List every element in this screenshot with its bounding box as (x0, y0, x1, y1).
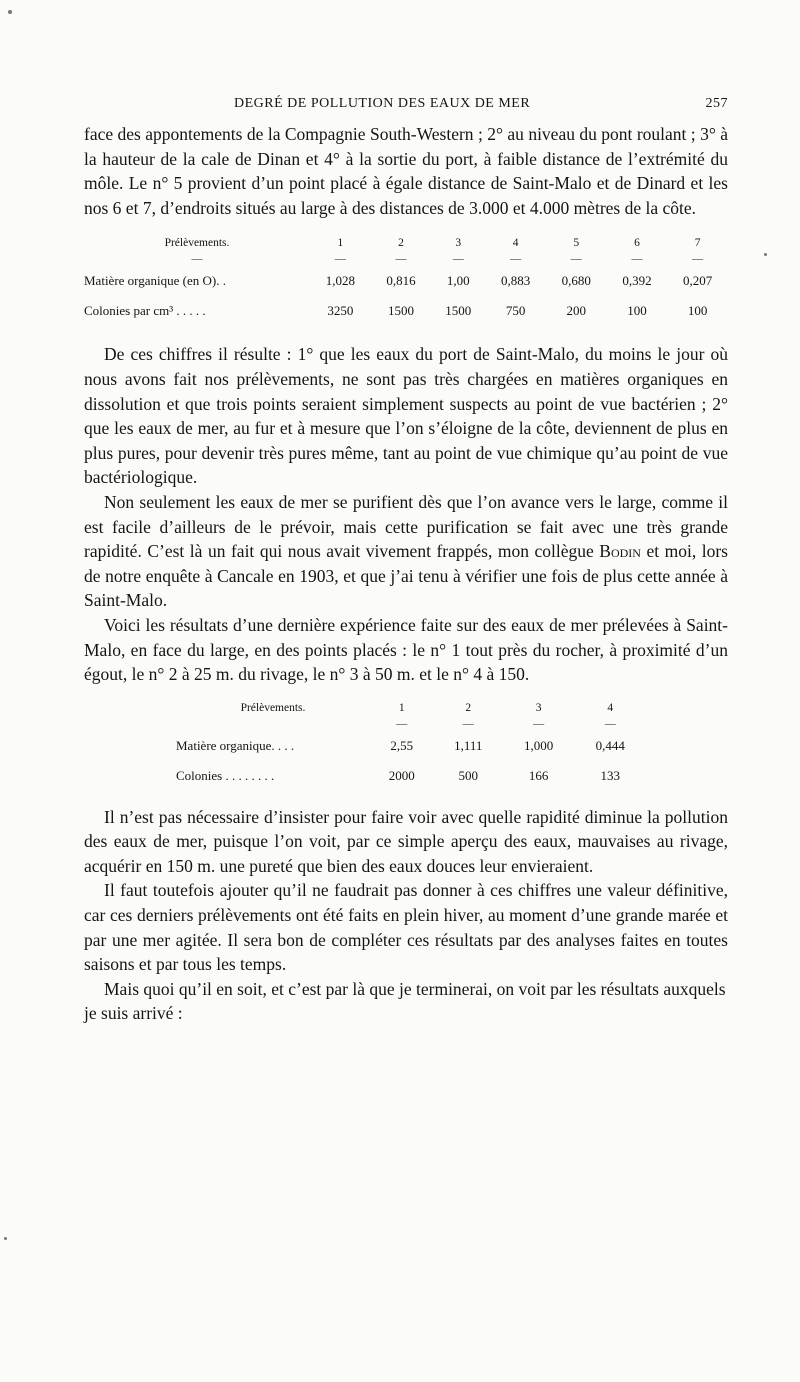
table-1-dash-row (84, 252, 728, 266)
table-1-col-4: 4 (512, 237, 519, 250)
table-cell: 0,207 (683, 273, 713, 289)
table-2-row-label: Colonies . . . . . . . . (176, 767, 275, 783)
table-1-dash: — (191, 253, 203, 266)
scan-speck (8, 10, 12, 14)
table-2-dash-row (176, 717, 646, 731)
table-2-dash-spacer (176, 717, 370, 731)
table-1-header-row (84, 234, 728, 252)
table-1-col-5: 5 (573, 237, 580, 250)
table-2-dash: — (462, 717, 474, 730)
table-2-dash: — (533, 717, 545, 730)
table-1-col-6: 6 (634, 237, 640, 250)
paragraph-7: Mais quoi qu’il en soit, et c’est par là que je terminerai, on voit par les résultats auxquels je suis arrivé : (84, 978, 726, 1024)
table-cell: 0,816 (386, 273, 416, 289)
table-1 (84, 234, 728, 326)
paragraph-3-text-a: Non seulement les eaux de mer se purifient dès que l’on avance vers le large, comme il est facile d’ailleurs de le prévoir, mais cette purification se fait avec une très grande rapidité. C’est là un fait qui nous avait vivement frappés, mon collègue (84, 491, 728, 562)
table-row (84, 296, 728, 326)
page-body (84, 96, 728, 1026)
paragraph-4: Voici les résultats d’une dernière expérience faite sur des eaux de mer prélevées à Saint-Malo, en face du large, en des points placés : le n° 1 tout près du rocher, à proximité d’un égout, le n° 2 à 25 m. du rivage, le n° 3 à 50 m. et le n° 4 à 150. (84, 614, 728, 685)
table-2-dash: — (396, 717, 408, 730)
author-name: Bodin (599, 541, 641, 562)
table-1-row-label: Matière organique (en O). . (84, 273, 226, 289)
table-cell: 1,111 (454, 737, 483, 753)
table-1-dash: — (510, 253, 522, 266)
table-2-header-row (176, 699, 646, 717)
table-cell: 500 (458, 767, 478, 783)
table-cell: 100 (687, 303, 708, 319)
page-number: 257 (705, 96, 728, 111)
paragraph-3 (84, 490, 728, 613)
table-1-col-1: 1 (337, 237, 344, 250)
table-2-row-label: Matière organique. . . . (176, 737, 295, 753)
table-2-dash: — (604, 717, 616, 730)
paragraph-2: De ces chiffres il résulte : 1° que les eaux du port de Saint-Malo, du moins le jour où nous avons fait nos prélèvements, ne sont pas très chargées en matières organiques en dissolution et que trois points seraient simplement suspects au point de vue bactérien ; 2° que les eaux de mer, au fur et à mesure que l’on s’éloigne de la côte, deviennent de plus en plus pures, pour devenir très pures même, tant au point de vue chimique qu’au point de vue bactériologique. (84, 344, 728, 488)
scan-speck (764, 253, 767, 256)
table-1-col-2: 2 (398, 237, 404, 250)
paragraph-1: face des appontements de la Compagnie South-Western ; 2° au niveau du pont roulant ; 3° à la hauteur de la cale de Dinan et 4° à la sortie du port, à faible distance de l’extrémité du môle. Le n° 5 provient d’un point placé à égale distance de Saint-Malo et de Dinard et les nos 6 et 7, d’endroits situés au large à des distances de 3.000 et 4.000 mètres de la côte. (84, 124, 728, 218)
paragraph-3-text-b: et moi, lors de notre enquête à Cancale en 1903, et que j’ai tenu à vérifier une fois de plus cette année à Saint-Malo. (84, 541, 728, 611)
table-cell: 0,680 (561, 273, 591, 289)
table-1-dash: — (452, 253, 464, 266)
table-2 (176, 699, 646, 791)
table-row (176, 731, 646, 761)
table-1-col-7: 7 (694, 237, 701, 250)
table-cell: 2000 (388, 767, 415, 783)
table-cell: 1,00 (446, 273, 470, 289)
running-title: DEGRÉ DE POLLUTION DES EAUX DE MER (234, 96, 531, 111)
table-cell: 166 (528, 767, 549, 783)
table-1-header-label: Prélèvements. (164, 237, 230, 250)
table-1-dash: — (692, 253, 704, 266)
table-cell: 2,55 (390, 737, 414, 753)
table-1-row-label: Colonies par cm³ . . . . . (84, 303, 206, 319)
table-cell: 3250 (327, 303, 354, 319)
table-cell: 750 (505, 303, 526, 319)
table-1-dash: — (395, 253, 407, 266)
running-header (84, 96, 728, 122)
table-cell: 133 (600, 767, 620, 783)
table-cell: 1500 (388, 303, 414, 319)
table-2-header-label: Prélèvements. (240, 701, 306, 714)
table-cell: 100 (627, 303, 647, 319)
table-cell: 200 (566, 303, 587, 319)
table-1-col-3: 3 (455, 237, 462, 250)
table-1-dash: — (631, 253, 643, 266)
table-1-dash: — (570, 253, 582, 266)
table-2-col-4: 4 (607, 701, 614, 714)
table-cell: 0,392 (622, 273, 652, 289)
paragraph-6: Il faut toutefois ajouter qu’il ne faudrait pas donner à ces chiffres une valeur définitive, car ces derniers prélèvements ont été faits en plein hiver, au moment d’une grande marée et par une mer agitée. Il sera bon de compléter ces résultats par des analyses faites en toutes saisons et par tous les temps. (84, 880, 728, 975)
table-cell: 1500 (445, 303, 472, 319)
scan-speck (4, 1237, 7, 1240)
table-1-dash: — (334, 253, 346, 266)
table-cell: 0,883 (500, 273, 531, 289)
table-2-col-1: 1 (398, 701, 405, 714)
table-cell: 1,000 (524, 737, 554, 753)
table-row (84, 266, 728, 296)
table-2-col-3: 3 (535, 701, 542, 714)
table-row (176, 761, 646, 791)
table-cell: 1,028 (325, 273, 355, 289)
table-cell: 0,444 (595, 737, 625, 753)
paragraph-5: Il n’est pas nécessaire d’insister pour faire voir avec quelle rapidité diminue la pollution des eaux de mer, puisque l’on voit, par ce simple aperçu des eaux, mauvaises au rivage, acquérir en 150 m. une pureté que bien des eaux douces leur envieraient. (84, 806, 728, 876)
table-2-col-2: 2 (465, 701, 472, 714)
